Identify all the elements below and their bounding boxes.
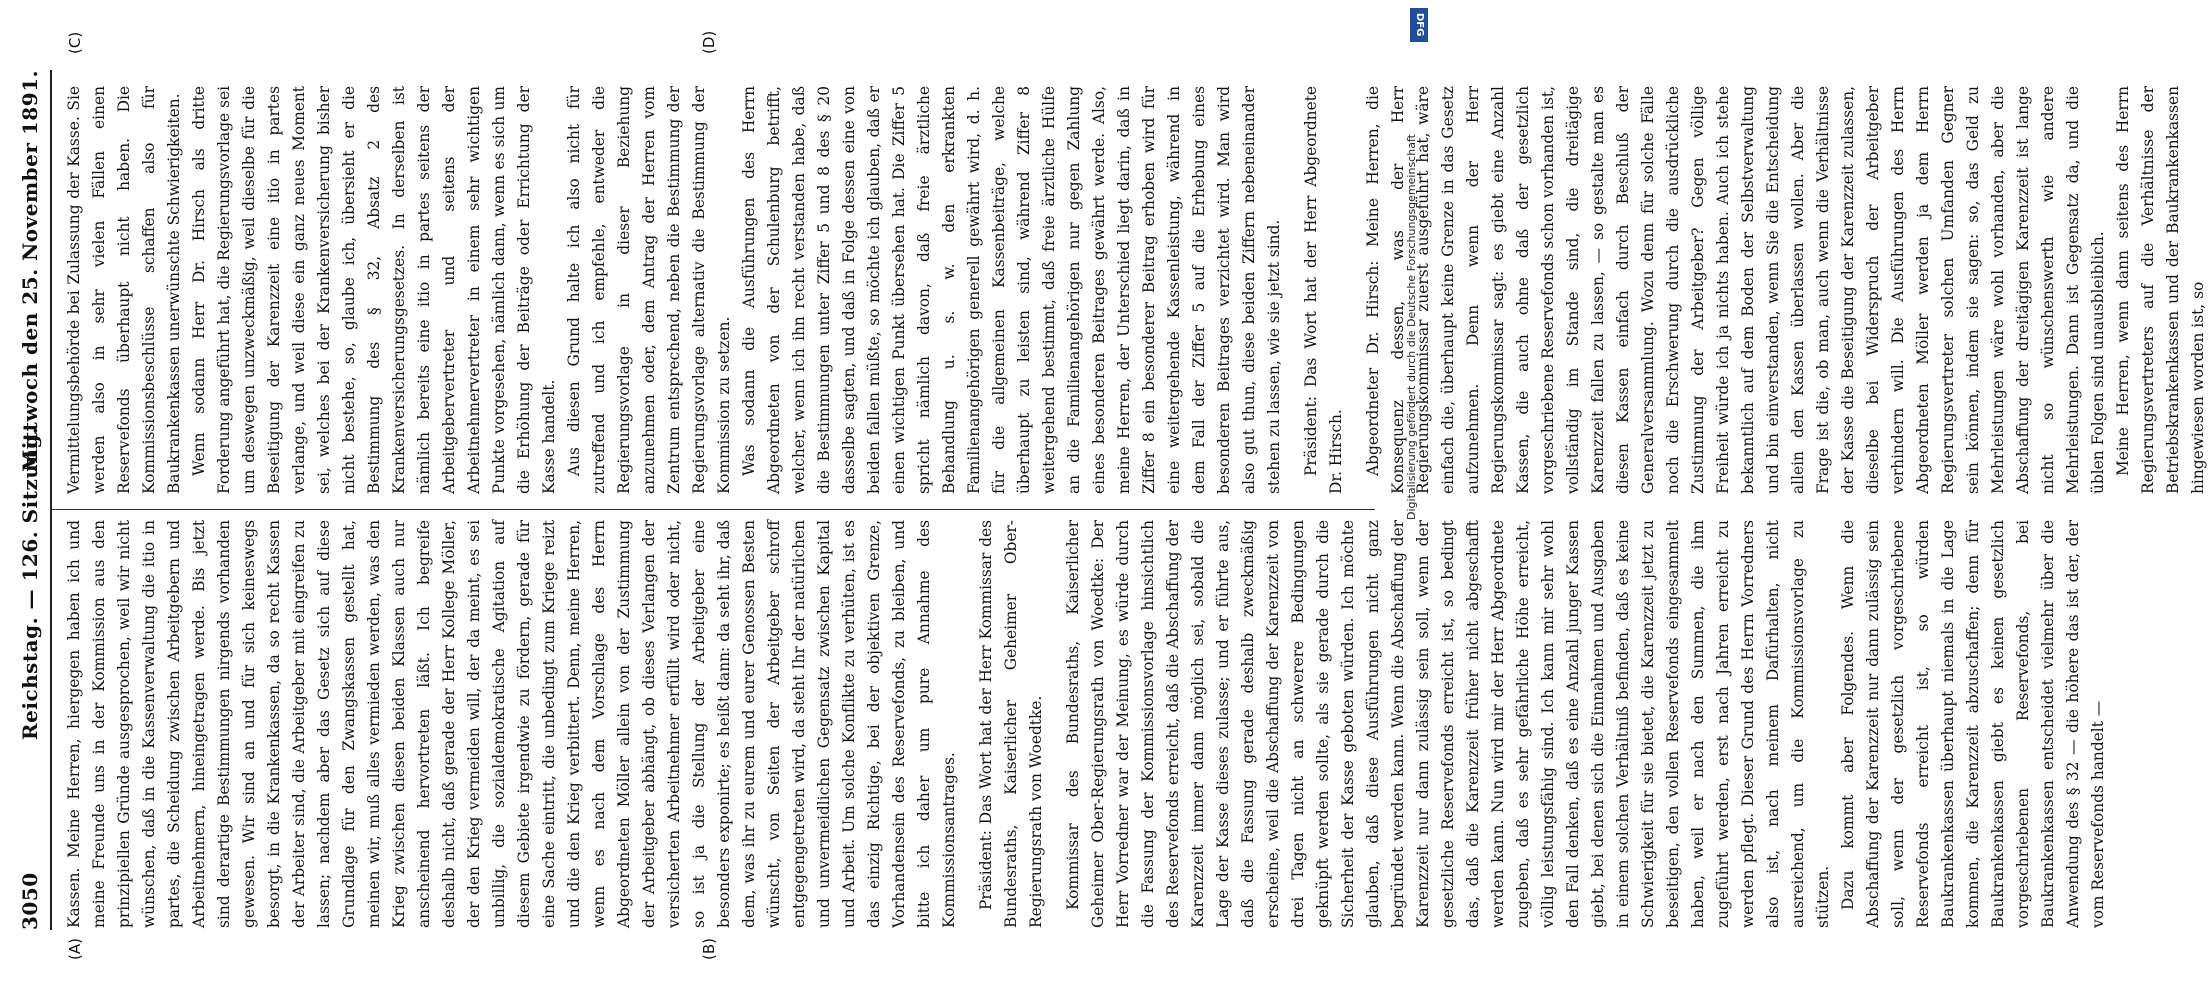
margin-mark-b: (B) [700,938,718,960]
paragraph: Wenn sodann Herr Dr. Hirsch als dritte Forderung angeführt hat, die Regierungsvorlage sei um deswegen unzweckmäßig, weil dieselbe für die Beseitigung der Karenzzeit eine itio in partes verlange, und weil diese ein ganz neues Moment sei, welches bei der Krankenversicherung bisher nicht bestehe, so, glaube ich, übersieht er die Bestimmung des § 32, Absatz 2 des Krankenversicherungsgesetzes. In derselben ist nämlich bereits eine itio in partes seitens der Arbeitgebervertreter und seitens der Arbeitnehmervertreter in einem sehr wichtigen Punkte vorgesehen, nämlich dann, wenn es sich um die Erhöhung der Beiträge oder Errichtung der Kasse handelt. [190,86,558,494]
margin-mark-d: (D) [700,30,718,54]
header-rule [50,70,52,930]
left-column [62,520,2107,928]
column-divider [50,509,1375,510]
paragraph: Vermittelungsbehörde bei Zulassung der Kasse. Sie werden also in sehr vielen Fällen einen Reservefonds überhaupt nicht haben. Die Kommissionsbeschlüsse schaffen also für Baukrankenkassen unerwünschte Schwierigkeiten. [65,86,183,494]
paragraph: Präsident: Das Wort hat der Herr Abgeordnete Dr. Hirsch. [1302,86,1345,494]
running-title: Reichstag. — 126. Sitzung. [18,426,42,740]
margin-mark-a: (A) [66,938,84,960]
page-header [14,70,48,930]
session-date: Mittwoch den 25. November 1891. [18,70,42,472]
paragraph: Was sodann die Ausführungen des Herrn Abgeordneten von der Schulenburg betrifft, welcher, wenn ich ihn recht verstanden habe, daß die Bestimmungen unter Ziffer 5 und 8 des § 20 dasselbe sagten, und daß in Folge dessen eine von beiden fallen müßte, so möchte ich glauben, daß er einen wichtigen Punkt übersehen hat. Die Ziffer 5 spricht nämlich davon, daß freie ärztliche Behandlung u. s. w. den erkrankten Familienangehörigen generell gewährt wird, d. h. für die allgemeinen Kassenbeiträge, welche überhaupt zu leisten sind, während Ziffer 8 weitergehend bestimmt, daß freie ärztliche Hülfe an die Familienangehörigen nur gegen Zahlung eines besonderen Beitrages gewährt werde. Also, meine Herren, der Unterschied liegt darin, daß in Ziffer 8 ein besonderer Beitrag erhoben wird für eine weitergehende Kassenleistung, während in dem Fall der Ziffer 5 auf die Erhebung eines besonderen Beitrages verzichtet wird. Man wird also gut thun, diese beiden Ziffern nebeneinander stehen zu lassen, wie sie jetzt sind. [740,86,1283,494]
paragraph: Abgeordneter Dr. Hirsch: Meine Herren, die Konsequenz dessen, was der Herr Regierungskommissar zuerst ausgeführt hat, wäre einfach die, überhaupt keine Grenze in das Gesetz aufzunehmen. Denn wenn der Herr Regierungskommissar sagt: es giebt eine Anzahl Kassen, die auch ohne daß der gesetzlich vorgeschriebene Reservefonds schon vorhanden ist, vollständig im Stande sind, die dreitägige Karenzzeit fallen zu lassen, — so gestalte man es diesen Kassen einfach durch Beschluß der Generalversammlung. Wozu denn für solche Fälle noch die Erschwerung durch die ausdrückliche Zustimmung der Arbeitgeber? Gegen völlige Freiheit würde ich ja nichts haben. Auch ich stehe bekanntlich auf dem Boden der Selbstverwaltung und bin einverstanden, wenn Sie die Entscheidung allein den Kassen überlassen wollen. Aber die Frage ist die, ob man, auch wenn die Verhältnisse der Kasse die Beseitigung der Karenzzeit zulassen, dieselbe bei Widerspruch der Arbeitgeber verhindern will. Die Ausführungen des Herrn Abgeordneten Möller werden ja dem Herrn Regierungsvertreter solchen Umfanden Gegner sein können, indem sie sagen: so, das Geld zu Mehrleistungen wäre wohl vorhanden, aber die Abschaffung der dreitägigen Karenzzeit ist lange nicht so wünschenswerth wie andere Mehrleistungen. Dann ist Gegensatz da, und die üblen Folgen sind unausbleiblich. [1364,86,2107,494]
paragraph: Präsident: Das Wort hat der Herr Kommissar des Bundesraths, Kaiserlicher Geheimer Ober-Regierungsrath von Woedtke. [977,520,1045,928]
digitization-note: Digitalisierung gefördert durch die Deutsche Forschungsgemeinschaft [1405,134,1418,520]
margin-mark-c: (C) [66,31,84,54]
paragraph: Dazu kommt aber Folgendes. Wenn die Abschaffung der Karenzzeit nur dann zulässig sein soll, wenn der gesetzlich vorgeschriebene Reservefonds erreicht ist, so würden Baukrankenkassen überhaupt niemals in die Lage kommen, die Karenzzeit abzuschaffen; denn für Baukrankenkassen giebt es keinen gesetzlich vorgeschriebenen Reservefonds, bei Baukrankenkassen entscheidet vielmehr über die Anwendung des § 32 — die höhere das ist der, der vom Reservefonds handelt — [1839,520,2107,928]
page-number: 3050 [18,872,42,930]
dfg-logo: DFG [1410,8,1428,42]
paragraph: Aus diesen Grund halte ich also nicht für zutreffend und ich empfehle, entweder die Regierungsvorlage in dieser Beziehung anzunehmen oder, dem Antrag der Herren vom Zentrum entsprechend, neben die Bestimmung der Regierungsvorlage alternativ die Bestimmung der Kommission zu setzen. [565,86,733,494]
paragraph: Kommissar des Bundesraths, Kaiserlicher Geheimer Ober-Regierungsrath von Woedtke: Der Herr Vorredner war der Meinung, es würde durch die Fassung der Kommissionsvorlage hinsichtlich des Reservefonds erreicht, daß die Abschaffung der Karenzzeit immer dann möglich sei, sobald die Lage der Kasse dieses zulasse; und er führte aus, daß die Fassung gerade deshalb zweckmäßig erscheine, weil die Abschaffung der Karenzzeit von drei Tagen nicht an schwerere Bedingungen geknüpft werden sollte, als sie gerade durch die Sicherheit der Kasse geboten würden. Ich möchte glauben, daß diese Ausführungen nicht ganz begründet werden kann. Wenn die Abschaffung der Karenzzeit nur dann zulässig sein soll, wenn der gesetzliche Reservefonds erreicht ist, so bedingt das, daß die Karenzzeit früher nicht abgeschafft werden kann. Nun wird mir der Herr Abgeordnete zugeben, daß es sehr gefährliche Höhe erreicht, völlig leistungsfähig sind. Ich kann mir sehr wohl den Fall denken, daß es eine Anzahl junger Kassen giebt, bei denen sich die Einnahmen und Ausgaben in einem solchen Verhältniß befinden, daß es keine Schwierigkeit für sie bietet, die Karenzzeit jetzt zu beseitigen, den vollen Reservefonds eingesammelt haben, weil er nach den Summen, die ihm zugeführt werden, erst nach Jahren erreicht zu werden pflegt. Dieser Grund des Herrn Vorredners also ist, nach meinem Dafürhalten, nicht ausreichend, um die Kommissionsvorlage zu stützen. [1064,520,1832,928]
paragraph: Meine Herren, wenn dann seitens des Herrn Regierungsvertreters auf die Verhältnisse der Betriebskrankenkassen und der Baukrankenkassen hingewiesen worden ist, so [2114,86,2207,494]
paragraph: Kassen. Meine Herren, hiergegen haben ich und meine Freunde uns in der Kommission aus den prinzipiellen Gründe ausgesprochen, weil wir nicht wünschen, daß in die Kassenverwaltung die itio in partes, die Scheidung zwischen Arbeitgebern und Arbeitnehmern, hineingetragen werde. Bis jetzt sind derartige Bestimmungen nirgends vorhanden gewesen. Wir sind an und für sich keineswegs besorgt, in die Krankenkassen, da so recht Kassen der Arbeiter sind, die Arbeitgeber mit eingreifen zu lassen; nachdem aber das Gesetz sich auf diese Grundlage für den Zwangskassen gestellt hat, meinen wir, muß alles vermieden werden, was den Krieg zwischen diesen beiden Klassen auch nur anscheinend hervortreten läßt. Ich begreife deshalb nicht, daß gerade der Herr Kollege Möller, der den Krieg vermeiden will, der da meint, es sei unbillig, die sozialdemokratische Agitation auf diesem Gebiete irgendwie zu fördern, gerade für eine Sache eintritt, die unbedingt zum Kriege reizt und die den Krieg verbittert. Denn, meine Herren, wenn es nach dem Vorschlage des Herrn Abgeordneten Möller allein von der Zustimmung der Arbeitgeber abhängt, ob dieses Verlangen der versicherten Arbeitnehmer erfüllt wird oder nicht, so ist ja die Stellung der Arbeitgeber eine besonders exponirte; es heißt dann: da seht ihr, daß dem, was ihr zu eurem und eurer Genossen Besten wünscht, von Seiten der Arbeitgeber schroff entgegengetreten wird, da steht Ihr der natürlichen und unvermeidlichen Gegensatz zwischen Kapital und Arbeit. Um solche Konflikte zu verhüten, ist es das einzig Richtige, bei der objektiven Grenze, Vorhandensein des Reservefonds, zu bleiben, und bitte ich daher um pure Annahme des Kommissionsantrages. [65,520,958,928]
